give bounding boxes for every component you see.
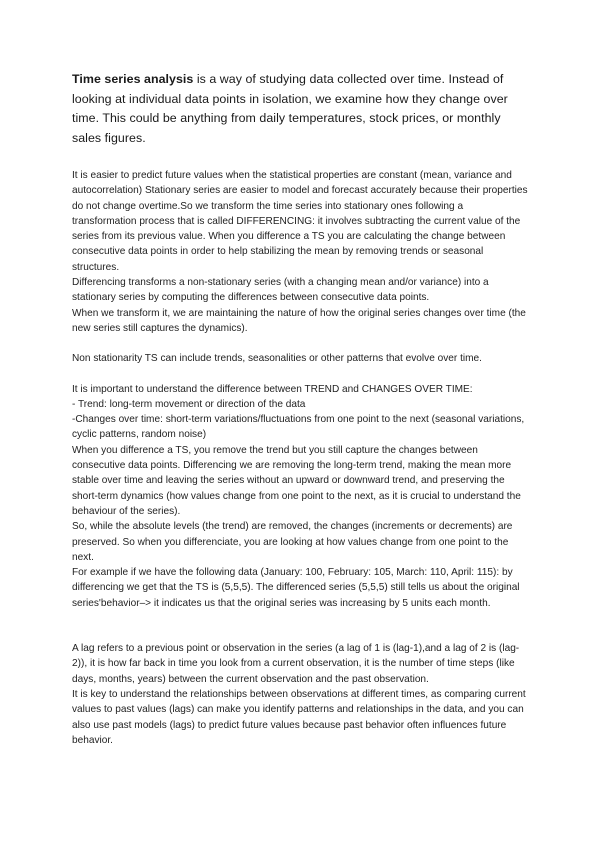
spacer <box>72 367 530 382</box>
section-lags <box>72 641 530 748</box>
paragraph: When we transform it, we are maintaining the nature of how the original series changes over time (the new series still captures the dynamics). <box>72 307 526 334</box>
list-item: -Changes over time: short-term variations/fluctuations from one point to the next (seasonal variations, cyclic patterns, random noise) <box>72 414 525 441</box>
paragraph: It is easier to predict future values when the statistical properties are constant (mean, variance and autocorrelation) Stationary series are easier to model and forecast accurately because their properties do not change overtime.So we transform the time series into stationary ones following a transformation process that is called DIFFERENCING: it involves subtracting the current value of the series from its previous value. When you difference a TS you are calculating the change between consecutive data points in order to help stabilizing the mean by removing trends or seasonal structures. <box>72 170 528 273</box>
spacer <box>72 611 530 641</box>
paragraph: When you difference a TS, you remove the trend but you still capture the changes between consecutive data points. Differencing we are removing the long-term trend, making the mean more stable over time and leaving the series without an upward or downward trend, and preserving the short-term dynamics (how values change from one point to the next, as it is crucial to understand the behaviour of the series). <box>72 444 521 517</box>
intro-paragraph <box>72 70 530 148</box>
paragraph: A lag refers to a previous point or observation in the series (a lag of 1 is (lag-1),and a lag of 2 is (lag-2)), it is how far back in time you look from a current observation, it is the number of time steps (like days, months, years) between the current observation and the past observation. <box>72 643 520 685</box>
section-trend-vs-changes <box>72 382 530 611</box>
section-non-stationarity <box>72 351 530 366</box>
paragraph: Non stationarity TS can include trends, seasonalities or other patterns that evolve over time. <box>72 353 482 365</box>
paragraph: For example if we have the following data (January: 100, February: 105, March: 110, April: 115): by differencing we get that the TS is (5,5,5). The differenced series (5,5,5) still tells us about the original series'behavior–> it indicates us that the original series was increasing by 5 units each month. <box>72 567 520 609</box>
intro-term: Time series analysis <box>72 72 194 86</box>
paragraph: Differencing transforms a non-stationary series (with a changing mean and/or variance) into a stationary series by computing the differences between consecutive data points. <box>72 277 489 304</box>
spacer <box>72 336 530 351</box>
paragraph: So, while the absolute levels (the trend) are removed, the changes (increments or decrements) are preserved. So when you differenciate, you are looking at how values change from one point to the next. <box>72 521 513 563</box>
list-item: - Trend: long-term movement or direction of the data <box>72 398 306 410</box>
intro-text: is a way of studying data collected over time. Instead of looking at individual data points in isolation, we examine how they change over time. This could be anything from daily temperatures, stock prices, or monthly sales figures. <box>72 72 508 145</box>
paragraph: It is important to understand the difference between TREND and CHANGES OVER TIME: <box>72 383 473 395</box>
section-differencing <box>72 168 530 336</box>
paragraph: It is key to understand the relationships between observations at different times, as comparing current values to past values (lags) can make you identify patterns and relationships in the data, and you can also use past models (lags) to predict future values because past behavior often influences future behavior. <box>72 688 526 746</box>
